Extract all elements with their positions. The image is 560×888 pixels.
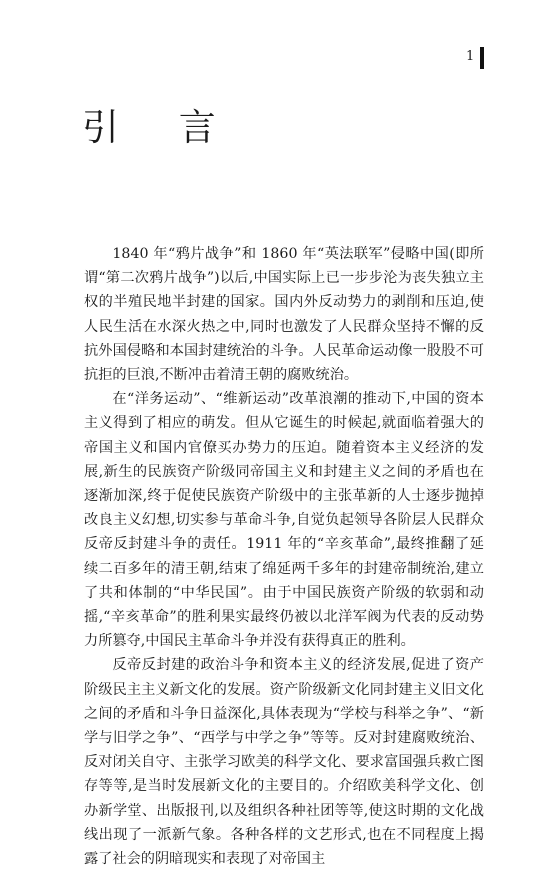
paragraph: 反帝反封建的政治斗争和资本主义的经济发展,促进了资产阶级民主主义新文化的发展。资产阶级新文化同封建主义旧文化之间的矛盾和斗争日益深化,具体表现为“学校与科举之争”、“新学与旧学之争”、“西学与中学之争”等等。反对封建腐败统治、反对闭关自守、主张学习欧美的科学文化、要求富国强兵救亡图存等等,是当时发展新文化的主要目的。介绍欧美科学文化、创办新学堂、出版报刊,以及组织各种社团等等,使这时期的文化战线出现了一派新气象。各种各样的文艺形式,也在不同程度上揭露了社会的阴暗现实和表现了对帝国主 <box>84 657 484 868</box>
chapter-title: 引 言 <box>82 106 240 149</box>
page-number: 1 <box>466 49 475 64</box>
body-text <box>84 242 484 871</box>
paragraph: 在“洋务运动”、“维新运动”改革浪潮的推动下,中国的资本主义得到了相应的萌发。但从它诞生的时候起,就面临着强大的帝国主义和国内官僚买办势力的压迫。随着资本主义经济的发展,新生的民族资产阶级同帝国主义和封建主义之间的矛盾也在逐渐加深,终于促使民族资产阶级中的主张革新的人士逐步抛掉改良主义幻想,切实参与革命斗争,自觉负起领导各阶层人民群众反帝反封建斗争的责任。1911 年的“辛亥革命”,最终推翻了延续二百多年的清王朝,结束了绵延两千多年的封建帝制统治,建立了共和体制的“中华民国”。由于中国民族资产阶级的软弱和动摇,“辛亥革命”的胜利果实最终仍被以北洋军阀为代表的反动势力所篡夺,中国民主革命斗争并没有获得真正的胜利。 <box>84 391 484 650</box>
page-number-bar <box>480 47 484 69</box>
paragraph: 1840 年“鸦片战争”和 1860 年“英法联军”侵略中国(即所谓“第二次鸦片战争”)以后,中国实际上已一步步沦为丧失独立主权的半殖民地半封建的国家。国内外反动势力的剥削和压迫,使人民生活在水深火热之中,同时也激发了人民群众坚持不懈的反抗外国侵略和本国封建统治的斗争。人民革命运动像一股股不可抗拒的巨浪,不断冲击着清王朝的腐败统治。 <box>84 246 484 384</box>
